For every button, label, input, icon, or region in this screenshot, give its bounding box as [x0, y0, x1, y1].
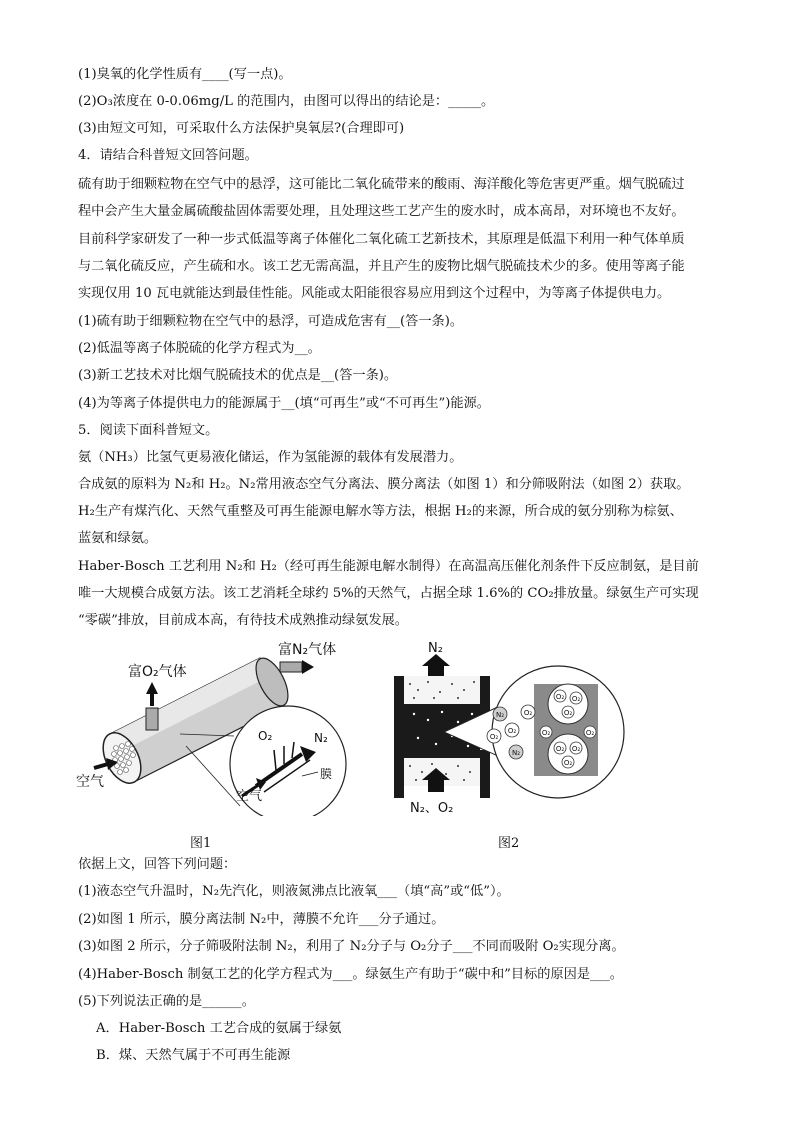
- passage-line: 蓝氨和绿氨。: [78, 531, 158, 546]
- passage-line: 目前科学家研发了一种一步式低温等离子体催化二氧化硫工艺新技术，其原理是低温下利用一种气体单质: [78, 232, 685, 247]
- question-line: (3)由短文可知，可采取什么方法保护臭氧层?(合理即可): [78, 121, 405, 136]
- section-heading: 5．阅读下面科普短文。: [78, 423, 219, 438]
- question-line: (1)液态空气升温时，N₂先汽化，则液氮沸点比液氧___（填“高”或“低”）。: [78, 884, 510, 899]
- figure-2-molecular-sieve: [388, 640, 628, 816]
- passage-line: “零碳”排放，目前成本高，有待技术成熟推动绿氨发展。: [78, 613, 408, 628]
- molecule-o2: O₂: [489, 733, 499, 741]
- passage-line: 合成氨的原料为 N₂和 H₂。N₂常用液态空气分离法、膜分离法（如图 1）和分筛吸附法（如图 2）获取。: [78, 477, 690, 492]
- passage-line: 与二氧化硫反应，产生硫和水。该工艺无需高温，并且产生的废物比烟气脱硫技术少的多。使用等离子能: [78, 259, 685, 274]
- molecule-o2: O₂: [523, 709, 533, 717]
- section-heading: 4．请结合科普短文回答问题。: [78, 148, 258, 163]
- question-line: (3)新工艺技术对比烟气脱硫技术的优点是__(答一条)。: [78, 368, 398, 383]
- molecule-o2: O₂: [507, 727, 517, 735]
- question-line: 依据上文，回答下列问题：: [78, 857, 237, 872]
- molecule-o2: O₂: [585, 729, 595, 737]
- passage-line: 实现仅用 10 瓦电就能达到最佳性能。风能或太阳能很容易应用到这个过程中，为等离子体提供电力。: [78, 286, 671, 301]
- molecule-o2: O₂: [571, 695, 581, 703]
- question-line: (1)硫有助于细颗粒物在空气中的悬浮，可造成危害有__(答一条)。: [78, 314, 464, 329]
- label-air: 空气: [76, 774, 104, 790]
- label-rich-n2: 富N₂气体: [278, 642, 337, 658]
- label-o2: O₂: [258, 729, 273, 743]
- label-n2: N₂: [314, 731, 328, 745]
- molecule-o2: O₂: [541, 729, 551, 737]
- molecule-o2: O₂: [563, 709, 573, 717]
- molecule-n2: N₂: [495, 711, 505, 719]
- question-line: (2)低温等离子体脱硫的化学方程式为__。: [78, 341, 321, 356]
- label-n2-o2-bottom: N₂、O₂: [410, 801, 454, 816]
- question-line: (1)臭氧的化学性质有____(写一点)。: [78, 67, 292, 82]
- question-line: (4)为等离子体提供电力的能源属于__(填“可再生”或“不可再生”)能源。: [78, 396, 490, 411]
- figure-1-membrane-separation: [70, 636, 370, 816]
- molecule-o2: O₂: [555, 745, 565, 753]
- passage-line: 唯一大规模合成氨方法。该工艺消耗全球约 5%的天然气，占据全球 1.6%的 CO₂排放量。绿氨生产可实现: [78, 586, 699, 601]
- label-membrane: 膜: [320, 767, 333, 781]
- option-b: B．煤、天然气属于不可再生能源: [96, 1048, 291, 1063]
- passage-line: 程中会产生大量金属硫酸盐固体需要处理，且处理这些工艺产生的废水时，成本高昂，对环境也不友好。: [78, 204, 685, 219]
- passage-line: Haber-Bosch 工艺利用 N₂和 H₂（经可再生能源电解水制得）在高温高压催化剂条件下反应制氨，是目前: [78, 559, 699, 574]
- question-line: (2)如图 1 所示，膜分离法制 N₂中，薄膜不允许___分子通过。: [78, 912, 445, 927]
- passage-line: H₂生产有煤汽化、天然气重整及可再生能源电解水等方法，根据 H₂的来源，所合成的氨分别称为棕氨、: [78, 504, 683, 519]
- passage-line: 硫有助于细颗粒物在空气中的悬浮，这可能比二氧化硫带来的酸雨、海洋酸化等危害更严重。烟气脱硫过: [78, 177, 685, 192]
- question-line: (3)如图 2 所示，分子筛吸附法制 N₂，利用了 N₂分子与 O₂分子___不同而吸附 O₂实现分离。: [78, 939, 625, 954]
- passage-line: 氨（NH₃）比氢气更易液化储运，作为氢能源的载体有发展潜力。: [78, 450, 463, 465]
- question-line: (2)O₃浓度在 0-0.06mg/L 的范围内，由图可以得出的结论是：_____。: [78, 94, 495, 109]
- label-rich-o2: 富O₂气体: [128, 664, 187, 680]
- molecule-o2: O₂: [571, 745, 581, 753]
- molecule-o2: O₂: [555, 693, 565, 701]
- label-air-inlet: 空气: [236, 789, 263, 804]
- molecule-o2: O₂: [563, 759, 573, 767]
- option-a: A．Haber-Bosch 工艺合成的氨属于绿氨: [96, 1021, 342, 1036]
- question-line: (4)Haber-Bosch 制氨工艺的化学方程式为___。绿氨生产有助于“碳中和”目标的原因是___。: [78, 967, 623, 982]
- molecule-n2: N₂: [511, 749, 521, 757]
- figure-1-caption: 图1: [190, 836, 212, 851]
- figure-2-caption: 图2: [498, 836, 520, 851]
- question-line: (5)下列说法正确的是______。: [78, 994, 255, 1009]
- label-n2-top: N₂: [428, 641, 443, 656]
